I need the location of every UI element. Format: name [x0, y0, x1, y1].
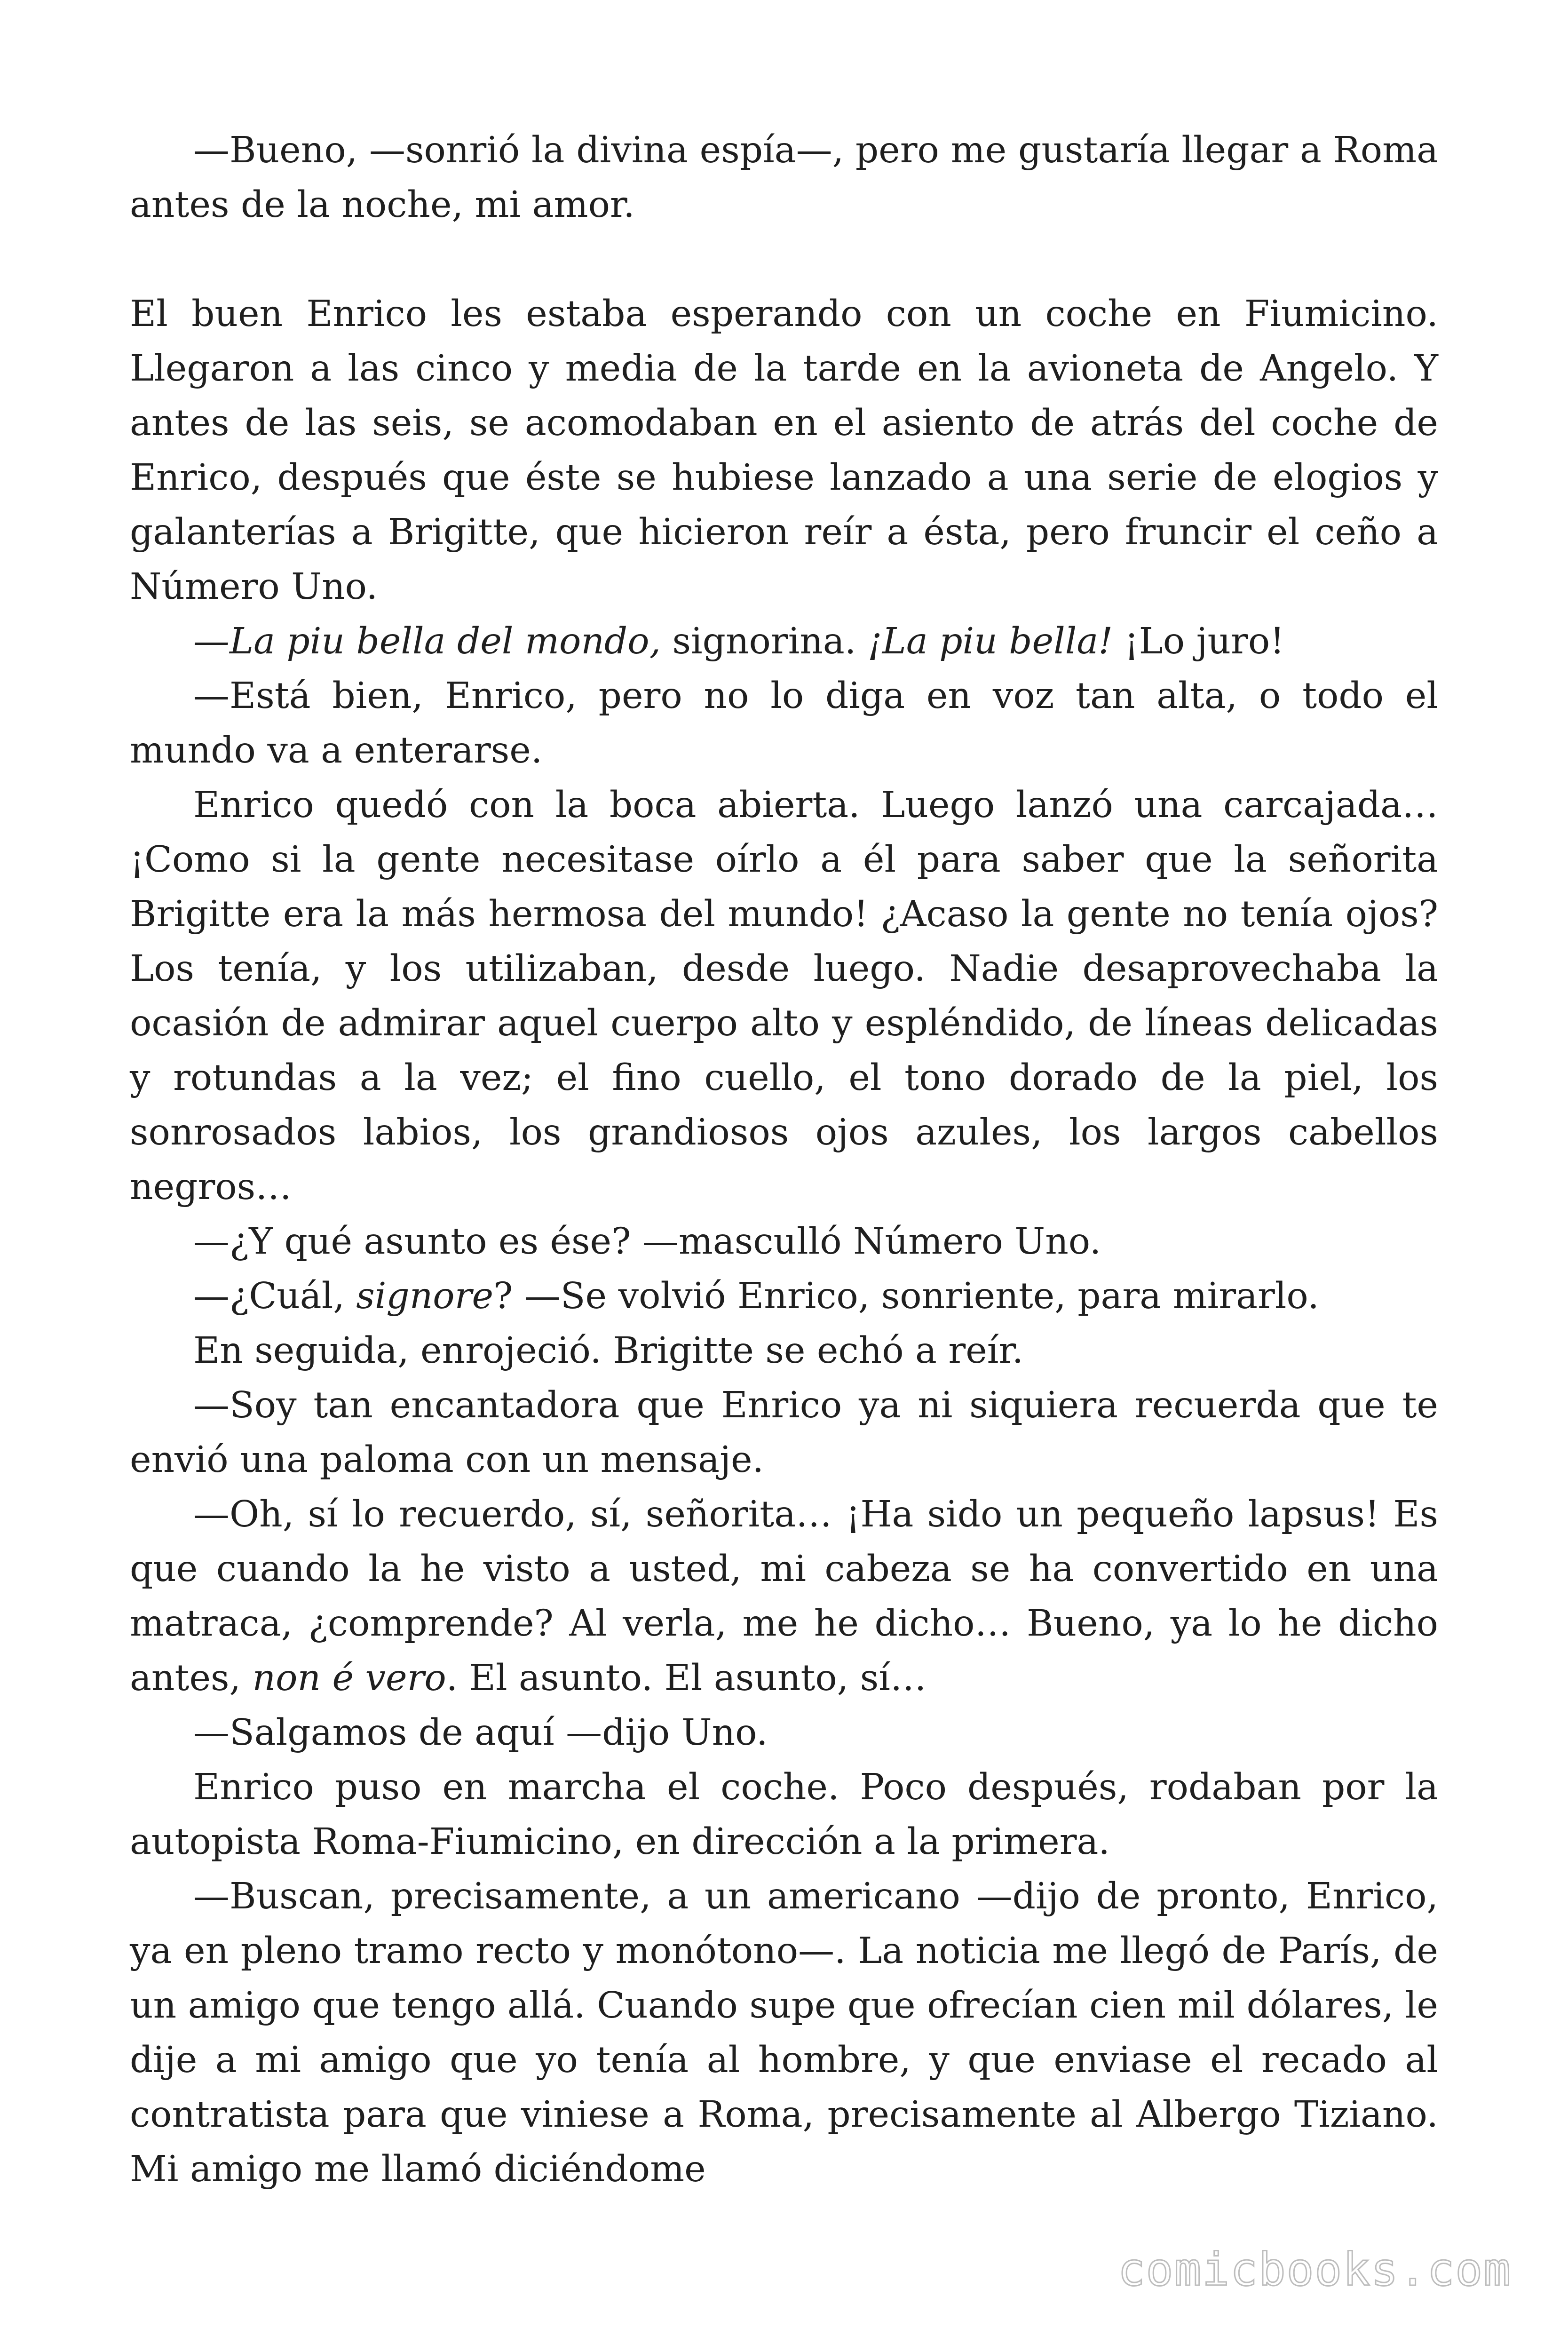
text-run: Enrico quedó con la boca abierta. Luego lanzó una carcajada… ¡Como si la gente necesitase oírlo a él para saber que la señorita Brigitte era la más hermosa del mundo! ¿Acaso la gente no tenía ojos? Los tenía, y los utilizaban, desde luego. Nadie desaprovechaba la ocasión de admirar aquel cuerpo alto y espléndido, de líneas delicadas y rotundas a la vez; el fino cuello, el tono dorado de la piel, los sonrosados labios, los grandiosos ojos azules, los largos cabellos negros…	[130, 784, 1438, 1208]
text-run: —Oh, sí lo recuerdo, sí, señorita… ¡Ha sido un pequeño lapsus! Es que cuando la he visto a usted, mi cabeza se ha convertido en una matraca, ¿comprende? Al verla, me he dicho… Bueno, ya lo he dicho antes,	[130, 1494, 1438, 1699]
text-run: —Buscan, precisamente, a un americano —dijo de pronto, Enrico, ya en pleno tramo recto y monótono—. La noticia me llegó de París, de un amigo que tengo allá. Cuando supe que ofrecían cien mil dólares, le dije a mi amigo que yo tenía al hombre, y que enviase el recado al contratista para que viniese a Roma, precisamente al Albergo Tiziano. Mi amigo me llamó diciéndome	[130, 1875, 1438, 2190]
italic-text: non é vero	[252, 1657, 446, 1699]
paragraph	[130, 287, 1438, 614]
italic-text: signore	[356, 1275, 494, 1317]
italic-text: —La piu bella del mondo,	[193, 620, 661, 662]
text-run: —¿Y qué asunto es ése? —masculló Número Uno.	[193, 1221, 1101, 1263]
paragraph	[130, 669, 1438, 778]
paragraph	[130, 1487, 1438, 1706]
text-run: . El asunto. El asunto, sí…	[446, 1657, 927, 1699]
book-page-body	[130, 123, 1438, 2197]
text-run: —Soy tan encantadora que Enrico ya ni siquiera recuerda que te envió una paloma con un mensaje.	[130, 1384, 1438, 1481]
text-run: ¡Lo juro!	[1113, 620, 1285, 662]
paragraph	[130, 778, 1438, 1215]
paragraph	[130, 1269, 1438, 1324]
text-run: —¿Cuál,	[193, 1275, 356, 1317]
text-run: —Bueno, —sonrió la divina espía—, pero me gustaría llegar a Roma antes de la noche, mi amor.	[130, 129, 1438, 226]
paragraph	[130, 1324, 1438, 1378]
italic-text: ¡La piu bella!	[867, 620, 1113, 662]
text-run: signorina.	[661, 620, 868, 662]
paragraph	[130, 123, 1438, 232]
paragraph	[130, 1215, 1438, 1269]
watermark: comicbooks.com	[1117, 2243, 1512, 2296]
text-run: —Salgamos de aquí —dijo Uno.	[193, 1712, 768, 1754]
paragraph	[130, 614, 1438, 669]
paragraph	[130, 1706, 1438, 1760]
text-run: El buen Enrico les estaba esperando con un coche en Fiumicino. Llegaron a las cinco y media de la tarde en la avioneta de Angelo. Y antes de las seis, se acomodaban en el asiento de atrás del coche de Enrico, después que éste se hubiese lanzado a una serie de elogios y galanterías a Brigitte, que hicieron reír a ésta, pero fruncir el ceño a Número Uno.	[130, 293, 1438, 608]
text-run: —Está bien, Enrico, pero no lo diga en voz tan alta, o todo el mundo va a enterarse.	[130, 675, 1438, 771]
text-run: Enrico puso en marcha el coche. Poco después, rodaban por la autopista Roma-Fiumicino, en dirección a la primera.	[130, 1766, 1438, 1863]
paragraph	[130, 1760, 1438, 1869]
text-run: En seguida, enrojeció. Brigitte se echó a reír.	[193, 1330, 1024, 1372]
text-run: ? —Se volvió Enrico, sonriente, para mirarlo.	[493, 1275, 1319, 1317]
paragraph	[130, 1869, 1438, 2197]
paragraph	[130, 1378, 1438, 1487]
